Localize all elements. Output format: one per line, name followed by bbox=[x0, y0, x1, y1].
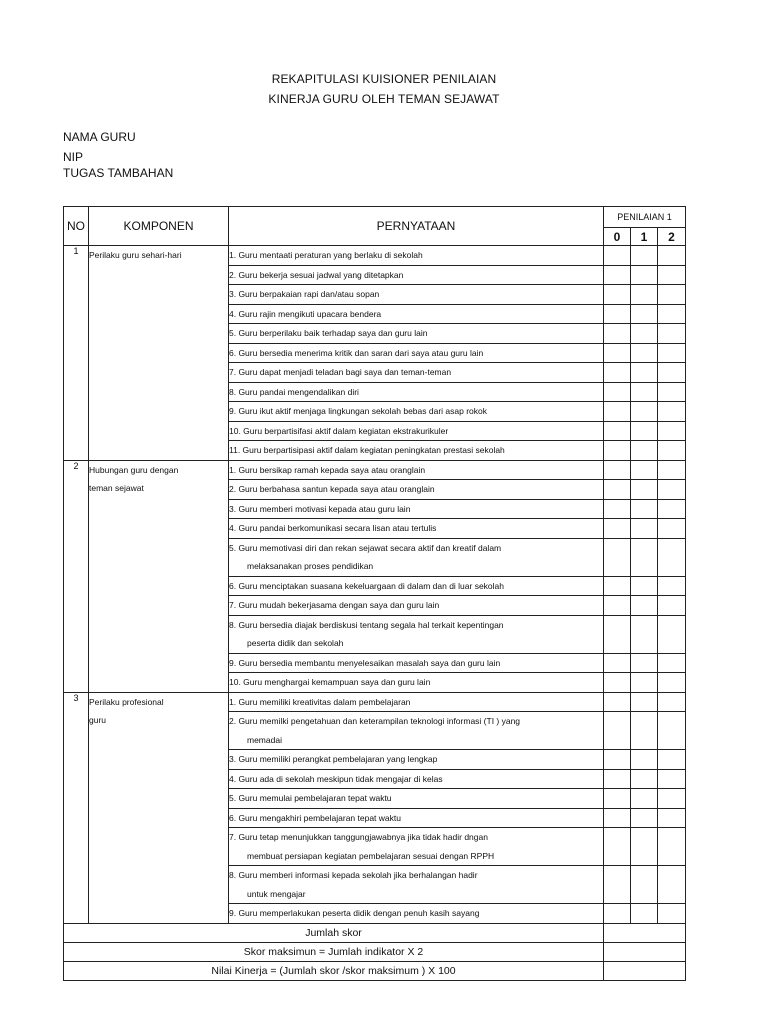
score-cell-2[interactable] bbox=[658, 363, 686, 383]
score-cell-0[interactable] bbox=[604, 519, 631, 539]
score-cell-1[interactable] bbox=[631, 285, 658, 305]
statement-line: 9. Guru memperlakukan peserta didik dengan penuh kasih sayang bbox=[229, 908, 480, 918]
statement-line: 8. Guru pandai mengendalikan diri bbox=[229, 386, 359, 397]
score-cell-1[interactable] bbox=[631, 828, 658, 866]
score-cell-2[interactable] bbox=[658, 653, 686, 673]
statement-text bbox=[229, 615, 604, 653]
score-cell-2[interactable] bbox=[658, 866, 686, 904]
statement-line: melaksanakan proses pendidikan bbox=[247, 561, 374, 571]
score-cell-2[interactable] bbox=[658, 480, 686, 500]
score-cell-2[interactable] bbox=[658, 499, 686, 519]
score-cell-0[interactable] bbox=[604, 866, 631, 904]
statement-text bbox=[229, 265, 604, 285]
statement-line: 6. Guru menciptakan suasana kekeluargaan di dalam dan di luar sekolah bbox=[229, 580, 505, 591]
max-score-cell[interactable] bbox=[604, 942, 686, 961]
statement-text bbox=[229, 904, 604, 924]
statement-line: 5. Guru memulai pembelajaran tepat waktu bbox=[229, 793, 392, 803]
score-cell-1[interactable] bbox=[631, 402, 658, 422]
statement-line: 6. Guru bersedia menerima kritik dan saran dari saya atau guru lain bbox=[229, 347, 484, 358]
component-name-line: guru bbox=[89, 715, 107, 725]
score-cell-2[interactable] bbox=[658, 538, 686, 576]
header-pernyataan: PERNYATAAN bbox=[229, 207, 604, 246]
document-title-line-1: REKAPITULASI KUISIONER PENILAIAN bbox=[271, 72, 497, 86]
score-cell-1[interactable] bbox=[631, 769, 658, 789]
statement-text bbox=[229, 382, 604, 402]
statement-text bbox=[229, 576, 604, 596]
score-cell-1[interactable] bbox=[631, 808, 658, 828]
statement-text bbox=[229, 285, 604, 305]
score-cell-0[interactable] bbox=[604, 265, 631, 285]
score-cell-0[interactable] bbox=[604, 324, 631, 344]
statement-line: 8. Guru memberi informasi kepada sekolah jika berhalangan hadir bbox=[229, 870, 478, 880]
score-cell-2[interactable] bbox=[658, 324, 686, 344]
score-cell-2[interactable] bbox=[658, 750, 686, 770]
statement-line: 4. Guru ada di sekolah meskipun tidak mengajar di kelas bbox=[229, 773, 443, 784]
statement-text bbox=[229, 712, 604, 750]
statement-line: 3. Guru memiliki perangkat pembelajaran yang lengkap bbox=[229, 754, 438, 764]
score-cell-1[interactable] bbox=[631, 421, 658, 441]
component-name-line: Perilaku guru sehari-hari bbox=[89, 250, 182, 260]
score-cell-0[interactable] bbox=[604, 441, 631, 461]
score-cell-2[interactable] bbox=[658, 673, 686, 693]
score-cell-0[interactable] bbox=[604, 402, 631, 422]
score-cell-2[interactable] bbox=[658, 712, 686, 750]
score-cell-2[interactable] bbox=[658, 596, 686, 616]
max-score-label: Skor maksimun = Jumlah indikator X 2 bbox=[64, 942, 604, 961]
statement-text bbox=[229, 769, 604, 789]
statement-text bbox=[229, 866, 604, 904]
statement-line: 9. Guru ikut aktif menjaga lingkungan sekolah bebas dari asap rokok bbox=[229, 406, 487, 416]
nama-guru-label: NAMA GURU bbox=[63, 130, 136, 144]
statement-text bbox=[229, 789, 604, 809]
table-row bbox=[64, 692, 686, 712]
score-cell-2[interactable] bbox=[658, 246, 686, 266]
statement-line: 10. Guru menghargai kemampuan saya dan guru lain bbox=[229, 677, 431, 687]
row-number: 3 bbox=[64, 692, 89, 923]
score-cell-0[interactable] bbox=[604, 363, 631, 383]
component-name-line: teman sejawat bbox=[89, 483, 144, 493]
score-cell-2[interactable] bbox=[658, 519, 686, 539]
statement-line: memadai bbox=[247, 734, 282, 745]
score-cell-1[interactable] bbox=[631, 692, 658, 712]
score-cell-1[interactable] bbox=[631, 363, 658, 383]
row-number: 1 bbox=[64, 246, 89, 461]
score-cell-2[interactable] bbox=[658, 382, 686, 402]
score-cell-0[interactable] bbox=[604, 653, 631, 673]
score-cell-2[interactable] bbox=[658, 789, 686, 809]
statement-text bbox=[229, 480, 604, 500]
score-cell-1[interactable] bbox=[631, 460, 658, 480]
score-cell-0[interactable] bbox=[604, 615, 631, 653]
statement-line: 9. Guru bersedia membantu menyelesaikan masalah saya dan guru lain bbox=[229, 657, 501, 668]
statement-text bbox=[229, 499, 604, 519]
component-name-line: Hubungan guru dengan bbox=[89, 464, 179, 475]
score-cell-2[interactable] bbox=[658, 402, 686, 422]
score-cell-1[interactable] bbox=[631, 750, 658, 770]
statement-text bbox=[229, 402, 604, 422]
score-cell-0[interactable] bbox=[604, 499, 631, 519]
score-cell-1[interactable] bbox=[631, 904, 658, 924]
statement-text bbox=[229, 692, 604, 712]
score-cell-0[interactable] bbox=[604, 750, 631, 770]
statement-line: 2. Guru memilki pengetahuan dan keterampilan teknologi informasi (TI ) yang bbox=[229, 716, 521, 726]
score-cell-2[interactable] bbox=[658, 285, 686, 305]
statement-line: peserta didik dan sekolah bbox=[247, 638, 344, 648]
statement-line: 6. Guru mengakhiri pembelajaran tepat waktu bbox=[229, 812, 401, 823]
score-cell-1[interactable] bbox=[631, 246, 658, 266]
performance-score-cell[interactable] bbox=[604, 961, 686, 980]
score-cell-0[interactable] bbox=[604, 304, 631, 324]
score-cell-1[interactable] bbox=[631, 265, 658, 285]
score-cell-1[interactable] bbox=[631, 499, 658, 519]
statement-line: 4. Guru rajin mengikuti upacara bendera bbox=[229, 308, 382, 319]
score-cell-0[interactable] bbox=[604, 789, 631, 809]
score-cell-1[interactable] bbox=[631, 324, 658, 344]
score-cell-2[interactable] bbox=[658, 441, 686, 461]
score-cell-0[interactable] bbox=[604, 480, 631, 500]
score-cell-1[interactable] bbox=[631, 382, 658, 402]
score-cell-0[interactable] bbox=[604, 246, 631, 266]
statement-text bbox=[229, 653, 604, 673]
score-cell-0[interactable] bbox=[604, 828, 631, 866]
score-cell-2[interactable] bbox=[658, 828, 686, 866]
statement-text bbox=[229, 324, 604, 344]
score-cell-1[interactable] bbox=[631, 576, 658, 596]
score-cell-1[interactable] bbox=[631, 441, 658, 461]
statement-text bbox=[229, 246, 604, 266]
statement-line: 1. Guru bersikap ramah kepada saya atau oranglain bbox=[229, 464, 426, 475]
score-cell-0[interactable] bbox=[604, 285, 631, 305]
score-cell-0[interactable] bbox=[604, 808, 631, 828]
score-cell-1[interactable] bbox=[631, 538, 658, 576]
statement-text bbox=[229, 304, 604, 324]
statement-line: untuk mengajar bbox=[247, 888, 306, 899]
statement-line: 10. Guru berpartisifasi aktif dalam kegiatan ekstrakurikuler bbox=[229, 425, 449, 436]
statement-text bbox=[229, 673, 604, 693]
score-cell-0[interactable] bbox=[604, 382, 631, 402]
score-cell-0[interactable] bbox=[604, 904, 631, 924]
total-score-label: Jumlah skor bbox=[64, 923, 604, 942]
header-penilaian: PENILAIAN 1 bbox=[604, 207, 686, 228]
statement-line: 7. Guru dapat menjadi teladan bagi saya dan teman-teman bbox=[229, 367, 452, 377]
score-cell-0[interactable] bbox=[604, 692, 631, 712]
header-score-2: 2 bbox=[658, 228, 686, 246]
component-name bbox=[89, 460, 229, 692]
statement-line: 11. Guru berpartisipasi aktif dalam kegiatan peningkatan prestasi sekolah bbox=[229, 445, 505, 455]
score-cell-2[interactable] bbox=[658, 692, 686, 712]
tugas-tambahan-label: TUGAS TAMBAHAN bbox=[63, 166, 174, 180]
statement-text bbox=[229, 538, 604, 576]
statement-line: membuat persiapan kegiatan pembelajaran sesuai dengan RPPH bbox=[247, 850, 495, 861]
score-cell-1[interactable] bbox=[631, 480, 658, 500]
score-cell-0[interactable] bbox=[604, 421, 631, 441]
component-name bbox=[89, 692, 229, 923]
document-title-line-2: KINERJA GURU OLEH TEMAN SEJAWAT bbox=[268, 92, 500, 106]
nip-label: NIP bbox=[63, 150, 84, 164]
table-row bbox=[64, 246, 686, 266]
score-cell-0[interactable] bbox=[604, 343, 631, 363]
row-number: 2 bbox=[64, 460, 89, 692]
score-cell-0[interactable] bbox=[604, 673, 631, 693]
score-cell-2[interactable] bbox=[658, 769, 686, 789]
score-cell-0[interactable] bbox=[604, 538, 631, 576]
score-cell-1[interactable] bbox=[631, 673, 658, 693]
statement-text bbox=[229, 519, 604, 539]
header-komponen: KOMPONEN bbox=[89, 207, 229, 246]
score-cell-2[interactable] bbox=[658, 808, 686, 828]
header-score-0: 0 bbox=[604, 228, 631, 246]
score-cell-1[interactable] bbox=[631, 304, 658, 324]
statement-line: 3. Guru memberi motivasi kepada atau guru lain bbox=[229, 503, 411, 514]
score-cell-0[interactable] bbox=[604, 460, 631, 480]
score-cell-2[interactable] bbox=[658, 904, 686, 924]
score-cell-2[interactable] bbox=[658, 615, 686, 653]
statement-rows bbox=[64, 246, 686, 924]
statement-text bbox=[229, 421, 604, 441]
statement-line: 8. Guru bersedia diajak berdiskusi tentang segala hal terkait kepentingan bbox=[229, 619, 504, 630]
score-cell-2[interactable] bbox=[658, 304, 686, 324]
statement-text bbox=[229, 363, 604, 383]
header-score-1: 1 bbox=[631, 228, 658, 246]
statement-line: 2. Guru berbahasa santun kepada saya atau oranglain bbox=[229, 484, 435, 494]
score-cell-1[interactable] bbox=[631, 789, 658, 809]
score-cell-1[interactable] bbox=[631, 596, 658, 616]
table-row bbox=[64, 460, 686, 480]
statement-line: 5. Guru memotivasi diri dan rekan sejawat secara aktif dan kreatif dalam bbox=[229, 542, 502, 553]
score-cell-2[interactable] bbox=[658, 343, 686, 363]
component-name-line: Perilaku profesional bbox=[89, 696, 164, 707]
score-cell-1[interactable] bbox=[631, 712, 658, 750]
total-score-cell[interactable] bbox=[604, 923, 686, 942]
score-cell-0[interactable] bbox=[604, 712, 631, 750]
score-cell-2[interactable] bbox=[658, 265, 686, 285]
statement-line: 4. Guru pandai berkomunikasi secara lisan atau tertulis bbox=[229, 523, 437, 533]
statement-line: 7. Guru mudah bekerjasama dengan saya dan guru lain bbox=[229, 600, 440, 610]
statement-text bbox=[229, 460, 604, 480]
statement-text bbox=[229, 596, 604, 616]
score-cell-1[interactable] bbox=[631, 343, 658, 363]
statement-line: 2. Guru bekerja sesuai jadwal yang ditetapkan bbox=[229, 269, 404, 280]
statement-text bbox=[229, 808, 604, 828]
score-cell-1[interactable] bbox=[631, 653, 658, 673]
statement-text bbox=[229, 828, 604, 866]
component-name bbox=[89, 246, 229, 461]
score-cell-0[interactable] bbox=[604, 576, 631, 596]
statement-line: 5. Guru berperilaku baik terhadap saya dan guru lain bbox=[229, 328, 428, 338]
statement-line: 1. Guru mentaati peraturan yang berlaku di sekolah bbox=[229, 250, 423, 260]
statement-text bbox=[229, 343, 604, 363]
score-cell-2[interactable] bbox=[658, 576, 686, 596]
score-cell-1[interactable] bbox=[631, 519, 658, 539]
statement-line: 7. Guru tetap menunjukkan tanggungjawabnya jika tidak hadir dngan bbox=[229, 832, 488, 842]
header-no: NO bbox=[64, 207, 89, 246]
score-cell-1[interactable] bbox=[631, 615, 658, 653]
performance-score-label: Nilai Kinerja = (Jumlah skor /skor maksimum ) X 100 bbox=[64, 961, 604, 980]
statement-line: 3. Guru berpakaian rapi dan/atau sopan bbox=[229, 289, 380, 299]
statement-line: 1. Guru memiliki kreativitas dalam pembelajaran bbox=[229, 696, 411, 707]
score-cell-1[interactable] bbox=[631, 866, 658, 904]
assessment-table bbox=[63, 206, 686, 981]
score-cell-0[interactable] bbox=[604, 596, 631, 616]
statement-text bbox=[229, 441, 604, 461]
score-cell-2[interactable] bbox=[658, 421, 686, 441]
statement-text bbox=[229, 750, 604, 770]
score-cell-0[interactable] bbox=[604, 769, 631, 789]
score-cell-2[interactable] bbox=[658, 460, 686, 480]
